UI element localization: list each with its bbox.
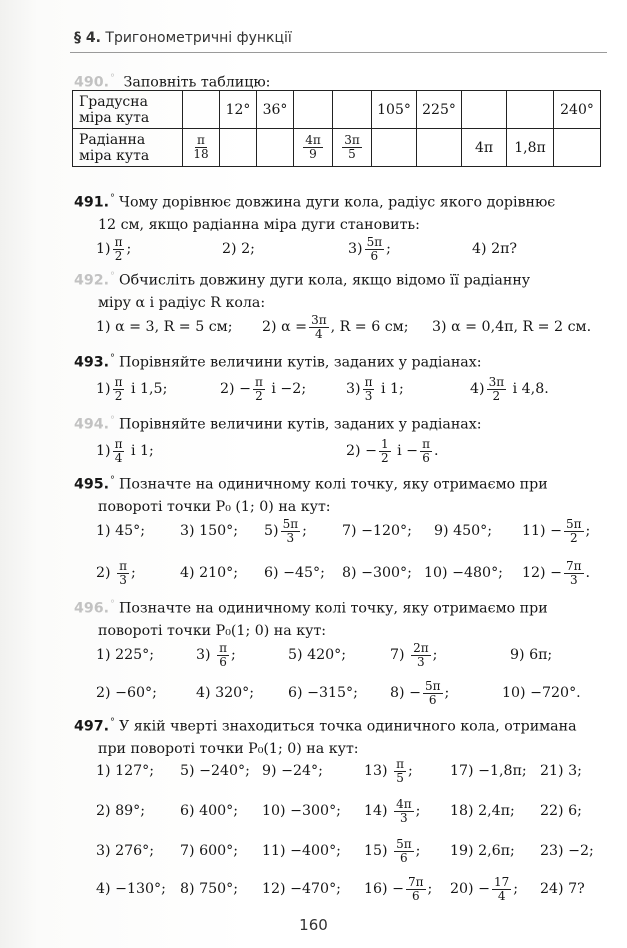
table-cell: [183, 129, 220, 167]
table-cell: 1,8π: [507, 129, 554, 167]
answers-494: 1) $\frac{\pi}{4}$ і 1; 2) − $\frac{1}{2}$ і − $\frac{\pi}{6}$ .: [96, 436, 439, 465]
problem-number: 495.: [74, 476, 110, 493]
problem-491: 491.° Чому дорівнює довжина дуги кола, радіус якого дорівнює 12 см, якщо радіанна міра дуги становить:: [74, 193, 556, 233]
answers-495-row2: 2) $\frac{\pi}{3}$ ; 4) 210°; 6) −45°; 8) −300°; 10) −480°; 12) − $\frac{7\pi}{3}$ .: [96, 558, 591, 587]
section-mark: § 4.: [74, 30, 101, 46]
table-cell: [294, 91, 333, 129]
fraction: $\frac{4\pi}{9}$: [305, 133, 321, 161]
table-cell: [333, 91, 372, 129]
answers-497-row4: 4) −130°; 8) 750°; 12) −470°; 16) − $\frac{7\pi}{6}$ ; 20) − $\frac{17}{4}$ ; 24) 7?: [96, 874, 585, 903]
header-rule: [70, 52, 607, 53]
problem-495: 495.° Позначте на одиничному колі точку, яку отримаємо при повороті точки P₀ (1; 0) на кут:: [74, 475, 548, 515]
table-cell: [220, 129, 257, 167]
problem-number: 492.: [74, 272, 110, 289]
problem-494: 494.° Порівняйте величини кутів, заданих у радіанах:: [74, 415, 482, 433]
problem-492: 492.° Обчисліть довжину дуги кола, якщо відомо її радіанну міру α і радіус R кола:: [74, 271, 531, 311]
table-cell: [554, 129, 601, 167]
problem-text: Заповніть таблицю:: [123, 74, 271, 91]
table-cell: 4π: [462, 129, 507, 167]
answers-497-row1: 1) 127°; 5) −240°; 9) −24°; 13) $\frac{\pi}{5}$ ; 17) −1,8π; 21) 3;: [96, 756, 582, 785]
table-cell: [183, 91, 220, 129]
fraction: $\frac{\pi}{18}$: [193, 133, 209, 161]
table-cell: 240°: [554, 91, 601, 129]
problem-number: 490.: [74, 74, 110, 91]
answers-497-row2: 2) 89°; 6) 400°; 10) −300°; 14) $\frac{4\pi}{3}$ ; 18) 2,4π; 22) 6;: [96, 796, 582, 825]
answers-493: 1) $\frac{\pi}{2}$ і 1,5; 2) − $\frac{\pi}{2}$ і −2; 3) $\frac{\pi}{3}$ і 1; 4) $\frac{3\pi}{2}$ і 4,8.: [96, 374, 549, 403]
table-cell: [333, 129, 372, 167]
problem-number: 496.: [74, 600, 110, 617]
table-cell: [257, 129, 294, 167]
table-cell: [507, 91, 554, 129]
page-number: 160: [299, 916, 328, 934]
problem-493: 493.° Порівняйте величини кутів, заданих у радіанах:: [74, 353, 482, 371]
table-row-radians: [73, 129, 601, 167]
table-cell: 105°: [372, 91, 417, 129]
table-cell: [417, 129, 462, 167]
row-label-degrees: Градусна міра кута: [73, 91, 183, 129]
answers-496-row2: 2) −60°; 4) 320°; 6) −315°; 8) − $\frac{5\pi}{6}$ ; 10) −720°.: [96, 678, 581, 707]
problem-number: 491.: [74, 194, 110, 211]
answers-497-row3: 3) 276°; 7) 600°; 11) −400°; 15) $\frac{5\pi}{6}$ ; 19) 2,6π; 23) −2;: [96, 836, 594, 865]
answers-495-row1: 1) 45°; 3) 150°; 5) $\frac{5\pi}{3}$ ; 7) −120°; 9) 450°; 11) − $\frac{5\pi}{2}$ ;: [96, 516, 591, 545]
problem-number: 497.: [74, 718, 110, 735]
table-cell: 12°: [220, 91, 257, 129]
table-cell: 36°: [257, 91, 294, 129]
angle-table: [72, 90, 601, 167]
running-header: [74, 30, 292, 46]
difficulty-mark: °: [110, 73, 116, 84]
answers-491: 1) $\frac{\pi}{2}$ ; 2) 2; 3) $\frac{5\pi}{6}$ ; 4) 2π?: [96, 234, 518, 263]
answers-496-row1: 1) 225°; 3) $\frac{\pi}{6}$ ; 5) 420°; 7) $\frac{2\pi}{3}$ ; 9) 6π;: [96, 640, 553, 669]
row-label-radians: Радіанна міра кута: [73, 129, 183, 167]
section-title: Тригонометричні функції: [105, 30, 292, 46]
table-cell: [372, 129, 417, 167]
problem-number: 493.: [74, 354, 110, 371]
table-cell: [294, 129, 333, 167]
answers-492: 1) α = 3, R = 5 см; 2) α = $\frac{3\pi}{4}$ , R = 6 см; 3) α = 0,4π, R = 2 см.: [96, 312, 592, 341]
problem-496: 496.° Позначте на одиничному колі точку, яку отримаємо при повороті точки P₀(1; 0) на кут:: [74, 599, 548, 639]
problem-497: 497.° У якій чверті знаходиться точка одиничного кола, отримана при повороті точки P₀(1; 0) на кут:: [74, 717, 577, 757]
table-row-degrees: [73, 91, 601, 129]
problem-number: 494.: [74, 416, 110, 433]
table-cell: 225°: [417, 91, 462, 129]
table-cell: [462, 91, 507, 129]
fraction: $\frac{3\pi}{5}$: [344, 133, 360, 161]
